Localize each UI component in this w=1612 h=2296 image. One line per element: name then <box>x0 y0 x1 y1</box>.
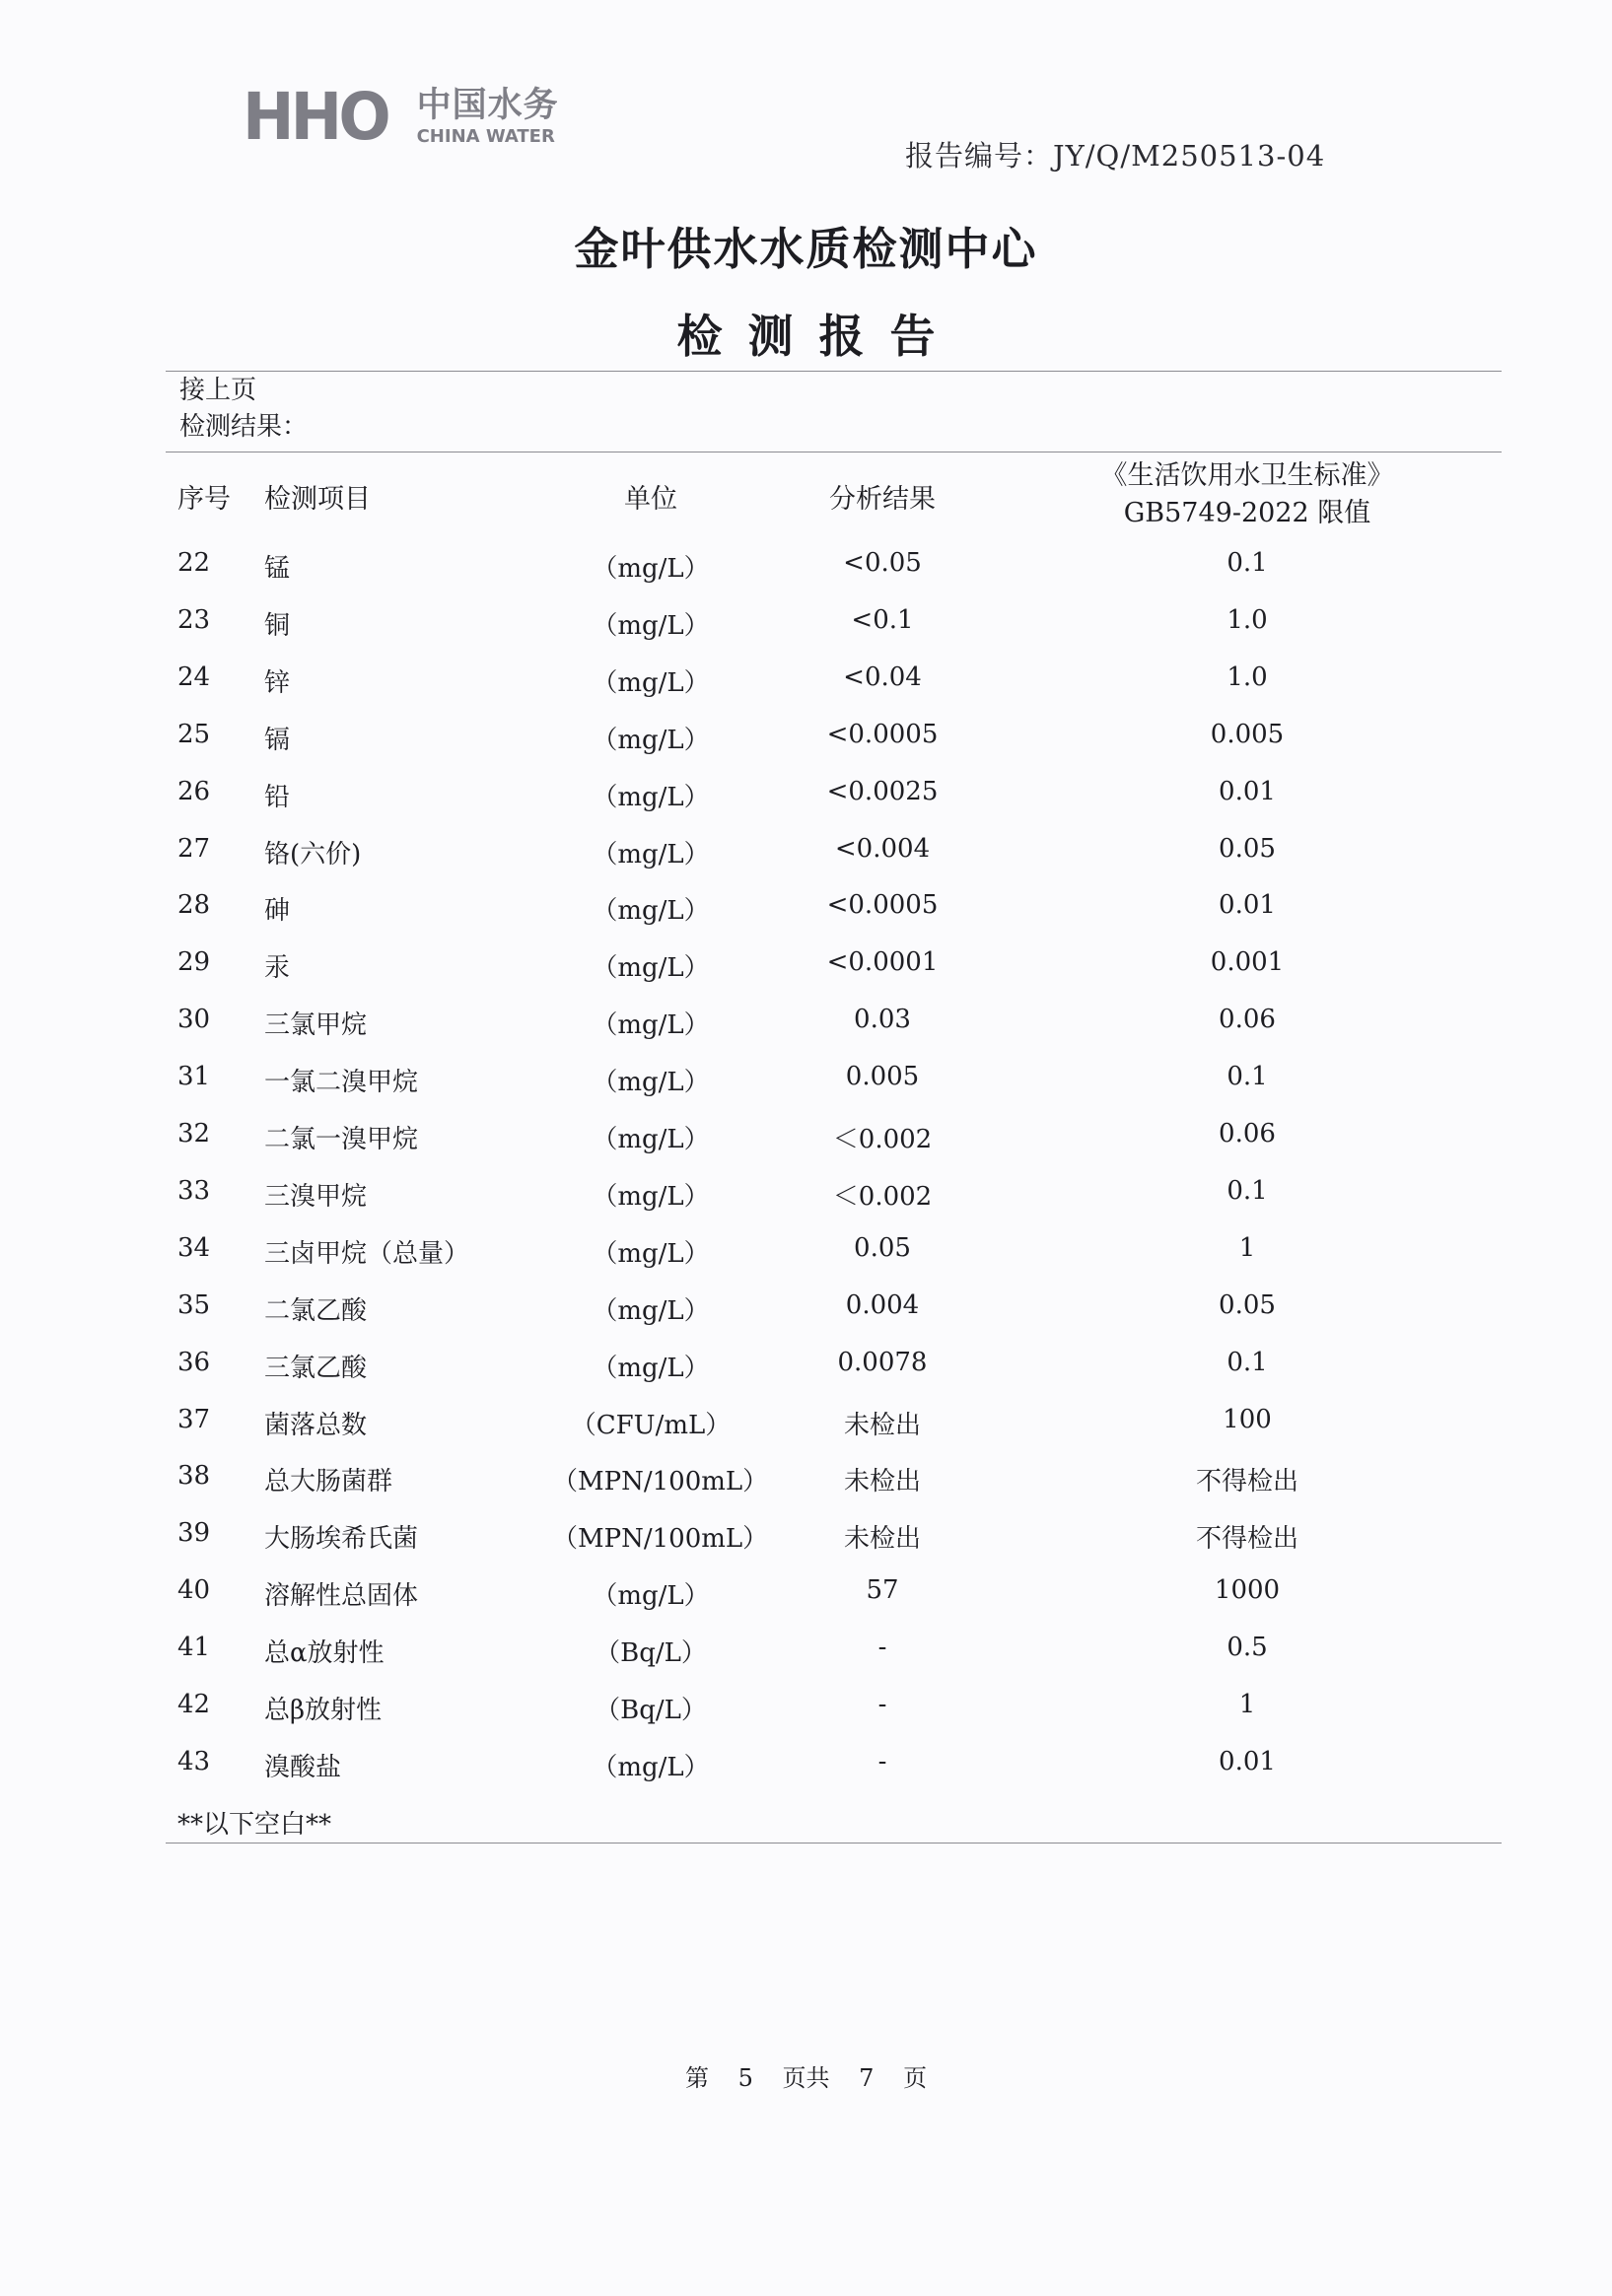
row-limit: 0.5 <box>1227 1633 1268 1662</box>
row-item: 一氯二溴甲烷 <box>264 1068 419 1097</box>
table-row <box>0 1233 1612 1273</box>
row-limit: 0.06 <box>1219 1119 1276 1148</box>
footer-page: 5 <box>737 2064 753 2092</box>
row-result: - <box>877 1747 887 1776</box>
document-title: 检测报告 <box>676 310 961 363</box>
row-number: 30 <box>177 1005 211 1034</box>
row-limit: 1.0 <box>1227 605 1268 635</box>
row-item: 汞 <box>264 953 291 983</box>
table-row <box>0 1575 1612 1615</box>
divider-bottom <box>166 1843 1502 1844</box>
row-result: - <box>877 1690 887 1719</box>
row-number: 38 <box>177 1461 211 1491</box>
row-result: ＜0.002 <box>832 1125 933 1154</box>
row-result: 未检出 <box>843 1411 921 1440</box>
table-row <box>0 1461 1612 1500</box>
header-standard-line1: 《生活饮用水卫生标准》 <box>1100 460 1394 491</box>
row-result: 0.005 <box>845 1062 920 1091</box>
row-number: 23 <box>177 605 211 635</box>
row-unit: （mg/L） <box>592 1239 710 1269</box>
row-unit: （mg/L） <box>592 611 710 641</box>
footer-mid: 页共 <box>782 2064 830 2092</box>
row-unit: （mg/L） <box>592 1010 710 1040</box>
row-unit: （CFU/mL） <box>570 1411 732 1440</box>
table-row <box>0 720 1612 759</box>
row-number: 26 <box>177 777 211 806</box>
row-result: <0.004 <box>834 834 931 864</box>
row-limit: 0.001 <box>1210 947 1285 977</box>
row-item: 大肠埃希氏菌 <box>264 1524 419 1554</box>
table-row <box>0 1290 1612 1330</box>
row-item: 锰 <box>264 554 291 584</box>
row-item: 砷 <box>264 896 291 926</box>
row-result: - <box>877 1633 887 1662</box>
table-row <box>0 1518 1612 1558</box>
row-number: 31 <box>177 1062 211 1091</box>
row-unit: （mg/L） <box>592 1354 710 1383</box>
header-no: 序号 <box>177 484 231 515</box>
report-number: 报告编号：JY/Q/M250513-04 <box>905 139 1326 173</box>
row-limit: 1000 <box>1214 1575 1281 1605</box>
table-row <box>0 1690 1612 1729</box>
row-result: <0.04 <box>843 662 922 692</box>
row-unit: （mg/L） <box>592 668 710 698</box>
divider-top <box>166 371 1502 372</box>
footer-suffix: 页 <box>903 2064 928 2092</box>
organization-title: 金叶供水水质检测中心 <box>574 223 1038 275</box>
row-result: <0.1 <box>851 605 914 635</box>
row-limit: 0.1 <box>1227 1062 1268 1091</box>
footer-prefix: 第 <box>684 2064 709 2092</box>
row-unit: （mg/L） <box>592 1753 710 1782</box>
table-row <box>0 1119 1612 1158</box>
row-unit: （mg/L） <box>592 1296 710 1326</box>
row-unit: （Bq/L） <box>595 1696 707 1725</box>
row-result: 未检出 <box>843 1467 921 1496</box>
table-row <box>0 1348 1612 1387</box>
end-note: **以下空白** <box>177 1810 332 1840</box>
row-result: 57 <box>866 1575 899 1605</box>
row-item: 溴酸盐 <box>264 1753 342 1782</box>
row-unit: （mg/L） <box>592 554 710 584</box>
row-number: 34 <box>177 1233 211 1263</box>
row-limit: 1 <box>1238 1690 1256 1719</box>
table-row <box>0 548 1612 588</box>
table-row <box>0 1005 1612 1044</box>
table-row <box>0 834 1612 873</box>
row-number: 36 <box>177 1348 211 1377</box>
row-limit: 0.1 <box>1227 1348 1268 1377</box>
row-limit: 0.06 <box>1219 1005 1276 1034</box>
row-item: 菌落总数 <box>264 1411 368 1440</box>
row-number: 42 <box>177 1690 211 1719</box>
row-result: 0.0078 <box>837 1348 928 1377</box>
table-row <box>0 1633 1612 1672</box>
row-result: 未检出 <box>843 1524 921 1554</box>
row-result: 0.03 <box>854 1005 911 1034</box>
row-number: 35 <box>177 1290 211 1320</box>
row-limit: 0.05 <box>1219 834 1276 864</box>
row-number: 27 <box>177 834 211 864</box>
logo-text <box>416 86 559 147</box>
row-number: 25 <box>177 720 211 749</box>
table-row <box>0 777 1612 816</box>
table-header <box>0 455 1612 538</box>
row-number: 22 <box>177 548 211 578</box>
table-row <box>0 1747 1612 1786</box>
table-row <box>0 890 1612 930</box>
header-result: 分析结果 <box>829 484 936 515</box>
row-number: 43 <box>177 1747 211 1776</box>
row-unit: （mg/L） <box>592 1182 710 1212</box>
row-number: 39 <box>177 1518 211 1548</box>
header-unit: 单位 <box>624 484 677 515</box>
row-item: 二氯乙酸 <box>264 1296 368 1326</box>
row-result: <0.0005 <box>826 720 939 749</box>
table-row <box>0 1062 1612 1101</box>
row-item: 三卤甲烷（总量） <box>264 1239 470 1269</box>
row-item: 铅 <box>264 783 291 812</box>
row-unit: （mg/L） <box>592 726 710 755</box>
row-result: <0.0001 <box>826 947 939 977</box>
row-unit: （MPN/100mL） <box>552 1524 769 1554</box>
page-footer <box>0 2058 1612 2093</box>
row-result: <0.05 <box>843 548 922 578</box>
row-limit: 1.0 <box>1227 662 1268 692</box>
row-unit: （mg/L） <box>592 896 710 926</box>
row-item: 三溴甲烷 <box>264 1182 368 1212</box>
row-item: 溶解性总固体 <box>264 1581 419 1611</box>
row-limit: 0.05 <box>1219 1290 1276 1320</box>
results-label: 检测结果： <box>179 412 309 442</box>
company-logo <box>243 79 559 155</box>
row-limit: 不得检出 <box>1195 1524 1298 1554</box>
row-limit: 1 <box>1238 1233 1256 1263</box>
row-number: 37 <box>177 1405 211 1434</box>
row-limit: 0.005 <box>1210 720 1285 749</box>
footer-total: 7 <box>859 2064 875 2092</box>
row-item: 三氯甲烷 <box>264 1010 368 1040</box>
row-item: 总大肠菌群 <box>264 1467 393 1496</box>
row-item: 三氯乙酸 <box>264 1354 368 1383</box>
row-result: <0.0025 <box>826 777 939 806</box>
row-item: 二氯一溴甲烷 <box>264 1125 419 1154</box>
row-result: 0.004 <box>845 1290 920 1320</box>
table-row <box>0 662 1612 702</box>
row-unit: （mg/L） <box>592 1125 710 1154</box>
row-limit: 0.01 <box>1219 1747 1276 1776</box>
row-unit: （mg/L） <box>592 1068 710 1097</box>
logo-chinese-name: 中国水务 <box>416 86 559 125</box>
row-item: 铜 <box>264 611 291 641</box>
row-unit: （Bq/L） <box>595 1638 707 1668</box>
logo-mark: HHO <box>243 79 387 155</box>
row-number: 28 <box>177 890 211 920</box>
row-limit: 不得检出 <box>1195 1467 1298 1496</box>
row-unit: （mg/L） <box>592 840 710 870</box>
row-unit: （mg/L） <box>592 953 710 983</box>
end-note-row <box>0 1804 1612 1844</box>
row-item: 镉 <box>264 726 291 755</box>
row-item: 总α放射性 <box>264 1638 385 1668</box>
row-number: 40 <box>177 1575 211 1605</box>
header-item: 检测项目 <box>264 484 371 515</box>
header-standard <box>1065 457 1430 532</box>
table-row <box>0 1405 1612 1444</box>
header-standard-line2: GB5749-2022 限值 <box>1123 498 1371 528</box>
row-result: ＜0.002 <box>832 1182 933 1212</box>
row-number: 29 <box>177 947 211 977</box>
row-unit: （mg/L） <box>592 1581 710 1611</box>
row-limit: 0.1 <box>1227 548 1268 578</box>
row-result: <0.0005 <box>826 890 939 920</box>
row-number: 41 <box>177 1633 211 1662</box>
row-limit: 0.01 <box>1219 777 1276 806</box>
row-item: 总β放射性 <box>264 1696 383 1725</box>
logo-english-name: CHINA WATER <box>416 126 555 147</box>
row-limit: 100 <box>1223 1405 1272 1434</box>
table-row <box>0 605 1612 645</box>
row-number: 33 <box>177 1176 211 1206</box>
continued-label: 接上页 <box>179 376 257 405</box>
row-item: 铬(六价) <box>264 840 362 870</box>
row-unit: （mg/L） <box>592 783 710 812</box>
continuation-block <box>179 373 308 446</box>
row-limit: 0.01 <box>1219 890 1276 920</box>
row-unit: （MPN/100mL） <box>552 1467 769 1496</box>
row-number: 32 <box>177 1119 211 1148</box>
table-row <box>0 947 1612 987</box>
row-limit: 0.1 <box>1227 1176 1268 1206</box>
row-number: 24 <box>177 662 211 692</box>
row-result: 0.05 <box>854 1233 911 1263</box>
table-row <box>0 1176 1612 1216</box>
row-item: 锌 <box>264 668 291 698</box>
